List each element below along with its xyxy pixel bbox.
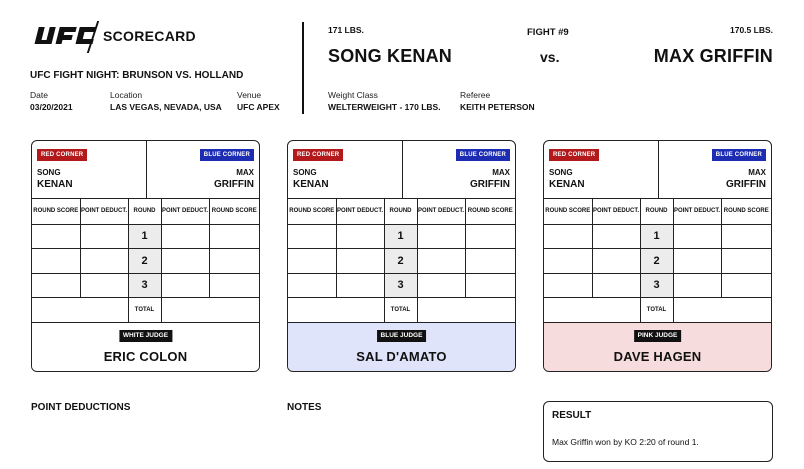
red-total-cell [544,298,640,323]
score-cell [465,224,515,249]
score-table [32,199,259,323]
score-cell [161,273,209,298]
date-value: 03/20/2021 [30,102,73,112]
round-number: 1 [128,224,161,249]
judge-badge: WHITE JUDGE [119,330,172,342]
round-row [288,249,515,274]
round-row [32,224,259,249]
red-total-cell [288,298,384,323]
score-cell [721,224,771,249]
score-cell [544,224,592,249]
score-table [288,199,515,323]
blue-corner-first-name: MAX [748,168,766,177]
blue-corner-first-name: MAX [492,168,510,177]
red-round-score-header: ROUND SCORE [544,199,592,224]
round-number: 1 [384,224,417,249]
referee-label: Referee [460,90,491,100]
result-text: Max Griffin won by KO 2:20 of round 1. [552,437,699,447]
round-header: ROUND [640,199,673,224]
blue-corner-badge: BLUE CORNER [200,149,254,161]
round-number: 1 [640,224,673,249]
score-cell [592,224,640,249]
judge-name: DAVE HAGEN [613,349,702,364]
blue-corner-last-name: GRIFFIN [214,179,254,190]
total-label: TOTAL [128,298,161,323]
blue-corner-badge: BLUE CORNER [712,149,766,161]
judge-name: SAL D'AMATO [356,349,447,364]
svg-text:UFC: UFC [30,51,33,52]
round-number: 3 [128,273,161,298]
score-cell [336,224,384,249]
score-cell [673,249,721,274]
score-cell [209,273,259,298]
judge-area [32,323,259,372]
red-corner-first-name: SONG [549,168,573,177]
result-title: RESULT [552,410,592,421]
round-header: ROUND [384,199,417,224]
score-cell [32,273,80,298]
judge-scorecard-2 [287,140,516,372]
score-cell [721,249,771,274]
judge-scorecard-1 [31,140,260,372]
score-cell [417,273,465,298]
blue-total-cell [161,298,259,323]
red-total-cell [32,298,128,323]
total-row [32,298,259,323]
location-value: LAS VEGAS, NEVADA, USA [110,102,222,112]
score-table [544,199,771,323]
round-row [544,224,771,249]
blue-total-cell [417,298,515,323]
blue-corner-last-name: GRIFFIN [470,179,510,190]
round-row [544,249,771,274]
blue-total-cell [673,298,771,323]
blue-corner-badge: BLUE CORNER [456,149,510,161]
score-cell [80,249,128,274]
red-corner-first-name: SONG [37,168,61,177]
score-cell [544,273,592,298]
round-number: 3 [640,273,673,298]
score-cell [32,249,80,274]
red-point-deduct-header: POINT DEDUCT. [592,199,640,224]
red-fighter-weight: 171 LBS. [328,25,364,35]
red-corner-last-name: KENAN [549,179,585,190]
score-cell [336,273,384,298]
round-row [288,224,515,249]
total-label: TOTAL [640,298,673,323]
score-cell [161,249,209,274]
score-cell [288,273,336,298]
weight-class-value: WELTERWEIGHT - 170 LBS. [328,102,441,112]
result-box [543,401,773,462]
round-number: 2 [640,249,673,274]
blue-fighter-weight: 170.5 LBS. [730,25,773,35]
location-label: Location [110,90,143,100]
weight-class-label: Weight Class [328,90,378,100]
point-deductions-title: POINT DEDUCTIONS [31,402,131,413]
red-fighter-name: SONG KENAN [328,46,453,66]
referee-value: KEITH PETERSON [460,102,535,112]
blue-round-score-header: ROUND SCORE [465,199,515,224]
score-cell [209,249,259,274]
blue-point-deduct-header: POINT DEDUCT. [161,199,209,224]
score-cell [673,224,721,249]
red-corner-badge: RED CORNER [37,149,87,161]
judge-name: ERIC COLON [103,349,188,364]
score-cell [673,273,721,298]
red-round-score-header: ROUND SCORE [32,199,80,224]
date-label: Date [30,90,48,100]
round-row [32,249,259,274]
venue-value: UFC APEX [237,102,280,112]
blue-round-score-header: ROUND SCORE [721,199,771,224]
header-divider [302,22,304,114]
score-cell [80,224,128,249]
versus-label: vs. [540,49,560,65]
round-number: 2 [128,249,161,274]
score-cell [336,249,384,274]
blue-corner-first-name: MAX [236,168,254,177]
corner-header [32,141,259,199]
score-cell [592,249,640,274]
blue-round-score-header: ROUND SCORE [209,199,259,224]
score-cell [592,273,640,298]
total-row [544,298,771,323]
red-round-score-header: ROUND SCORE [288,199,336,224]
red-corner-badge: RED CORNER [549,149,599,161]
judge-scorecard-3 [543,140,772,372]
red-corner-first-name: SONG [293,168,317,177]
blue-fighter-name: MAX GRIFFIN [653,46,773,66]
score-cell [209,224,259,249]
judge-badge: BLUE JUDGE [377,330,427,342]
blue-corner-last-name: GRIFFIN [726,179,766,190]
score-cell [288,249,336,274]
fight-number: FIGHT #9 [527,27,569,38]
corner-header [288,141,515,199]
judge-area [544,323,771,372]
round-header: ROUND [128,199,161,224]
round-number: 3 [384,273,417,298]
red-point-deduct-header: POINT DEDUCT. [80,199,128,224]
event-name: UFC FIGHT NIGHT: BRUNSON VS. HOLLAND [30,70,244,81]
score-cell [288,224,336,249]
document-title: SCORECARD [103,28,196,44]
score-cell [417,224,465,249]
blue-point-deduct-header: POINT DEDUCT. [673,199,721,224]
red-corner-last-name: KENAN [293,179,329,190]
round-number: 2 [384,249,417,274]
red-corner-last-name: KENAN [37,179,73,190]
blue-point-deduct-header: POINT DEDUCT. [417,199,465,224]
notes-title: NOTES [287,402,322,413]
score-cell [465,273,515,298]
score-cell [721,273,771,298]
score-cell [417,249,465,274]
judge-area [288,323,515,372]
red-corner-badge: RED CORNER [293,149,343,161]
total-row [288,298,515,323]
round-row [32,273,259,298]
total-label: TOTAL [384,298,417,323]
score-cell [80,273,128,298]
score-cell [161,224,209,249]
round-row [544,273,771,298]
score-cell [32,224,80,249]
corner-header [544,141,771,199]
score-cell [465,249,515,274]
round-row [288,273,515,298]
red-point-deduct-header: POINT DEDUCT. [336,199,384,224]
venue-label: Venue [237,90,262,100]
score-cell [544,249,592,274]
judge-badge: PINK JUDGE [634,330,682,342]
